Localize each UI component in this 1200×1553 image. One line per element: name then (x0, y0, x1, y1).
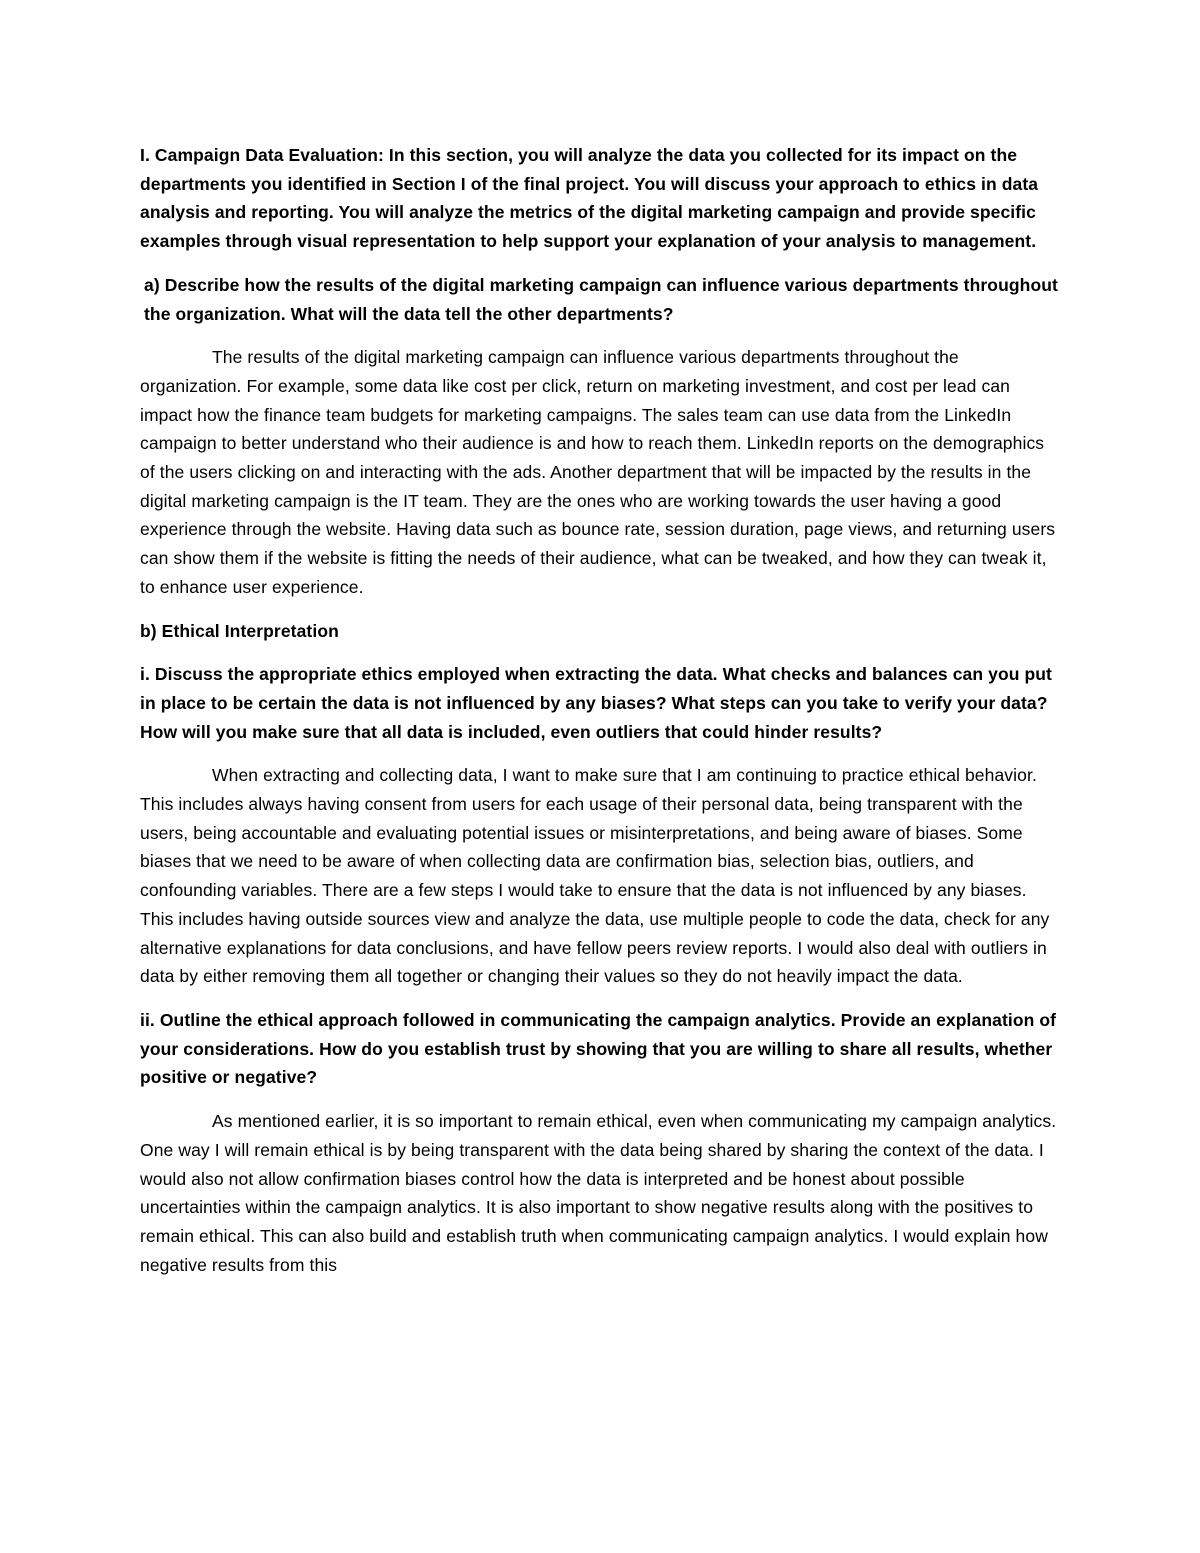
question-b-i-heading: i. Discuss the appropriate ethics employed when extracting the data. What checks and balances can you put in place to be certain the data is not influenced by any biases? What steps can you take to verify your data? How will you make sure that all data is included, even outliers that could hinder results? (140, 664, 1052, 742)
document-body (140, 141, 1062, 1294)
answer-b-ii-paragraph: As mentioned earlier, it is so important to remain ethical, even when communicating my campaign analytics. One way I will remain ethical is by being transparent with the data being shared by sharing the context of the data. I would also not allow confirmation biases control how the data is interpreted and be honest about possible uncertainties within the campaign analytics. It is also important to show negative results along with the positives to remain ethical. This can also build and establish truth when communicating campaign analytics. I would explain how negative results from this (140, 1111, 1057, 1275)
section-intro-heading: I. Campaign Data Evaluation: In this section, you will analyze the data you collected for its impact on the departments you identified in Section I of the final project. You will discuss your approach to ethics in data analysis and reporting. You will analyze the metrics of the digital marketing campaign and provide specific examples through visual representation to help support your explanation of your analysis to management. (140, 145, 1039, 252)
answer-a-paragraph: The results of the digital marketing campaign can influence various departments throughout the organization. For example, some data like cost per click, return on marketing investment, and cost per lead can impact how the finance team budgets for marketing campaigns. The sales team can use data from the LinkedIn campaign to better understand who their audience is and how to reach them. LinkedIn reports on the demographics of the users clicking on and interacting with the ads. Another department that will be impacted by the results in the digital marketing campaign is the IT team. They are the ones who are working towards the user having a good experience through the website. Having data such as bounce rate, session duration, page views, and returning users can show them if the website is fitting the needs of their audience, what can be tweaked, and how they can tweak it, to enhance user experience. (140, 347, 1056, 597)
answer-b-i-paragraph: When extracting and collecting data, I want to make sure that I am continuing to practice ethical behavior. This includes always having consent from users for each usage of their personal data, being transparent with the users, being accountable and evaluating potential issues or misinterpretations, and being aware of biases. Some biases that we need to be aware of when collecting data are confirmation bias, selection bias, outliers, and confounding variables. There are a few steps I would take to ensure that the data is not influenced by any biases. This includes having outside sources view and analyze the data, use multiple people to code the data, check for any alternative explanations for data conclusions, and have fellow peers review reports. I would also deal with outliers in data by either removing them all together or changing their values so they do not heavily impact the data. (140, 765, 1050, 987)
question-b-ii-heading: ii. Outline the ethical approach followed in communicating the campaign analytics. Provide an explanation of your considerations. How do you establish trust by showing that you are willing to share all results, whether positive or negative? (140, 1009, 1057, 1088)
heading-ethical-interpretation: b) Ethical Interpretation (140, 620, 339, 641)
question-a-heading: a) Describe how the results of the digital marketing campaign can influence various departments throughout the organization. What will the data tell the other departments? (144, 274, 1058, 324)
